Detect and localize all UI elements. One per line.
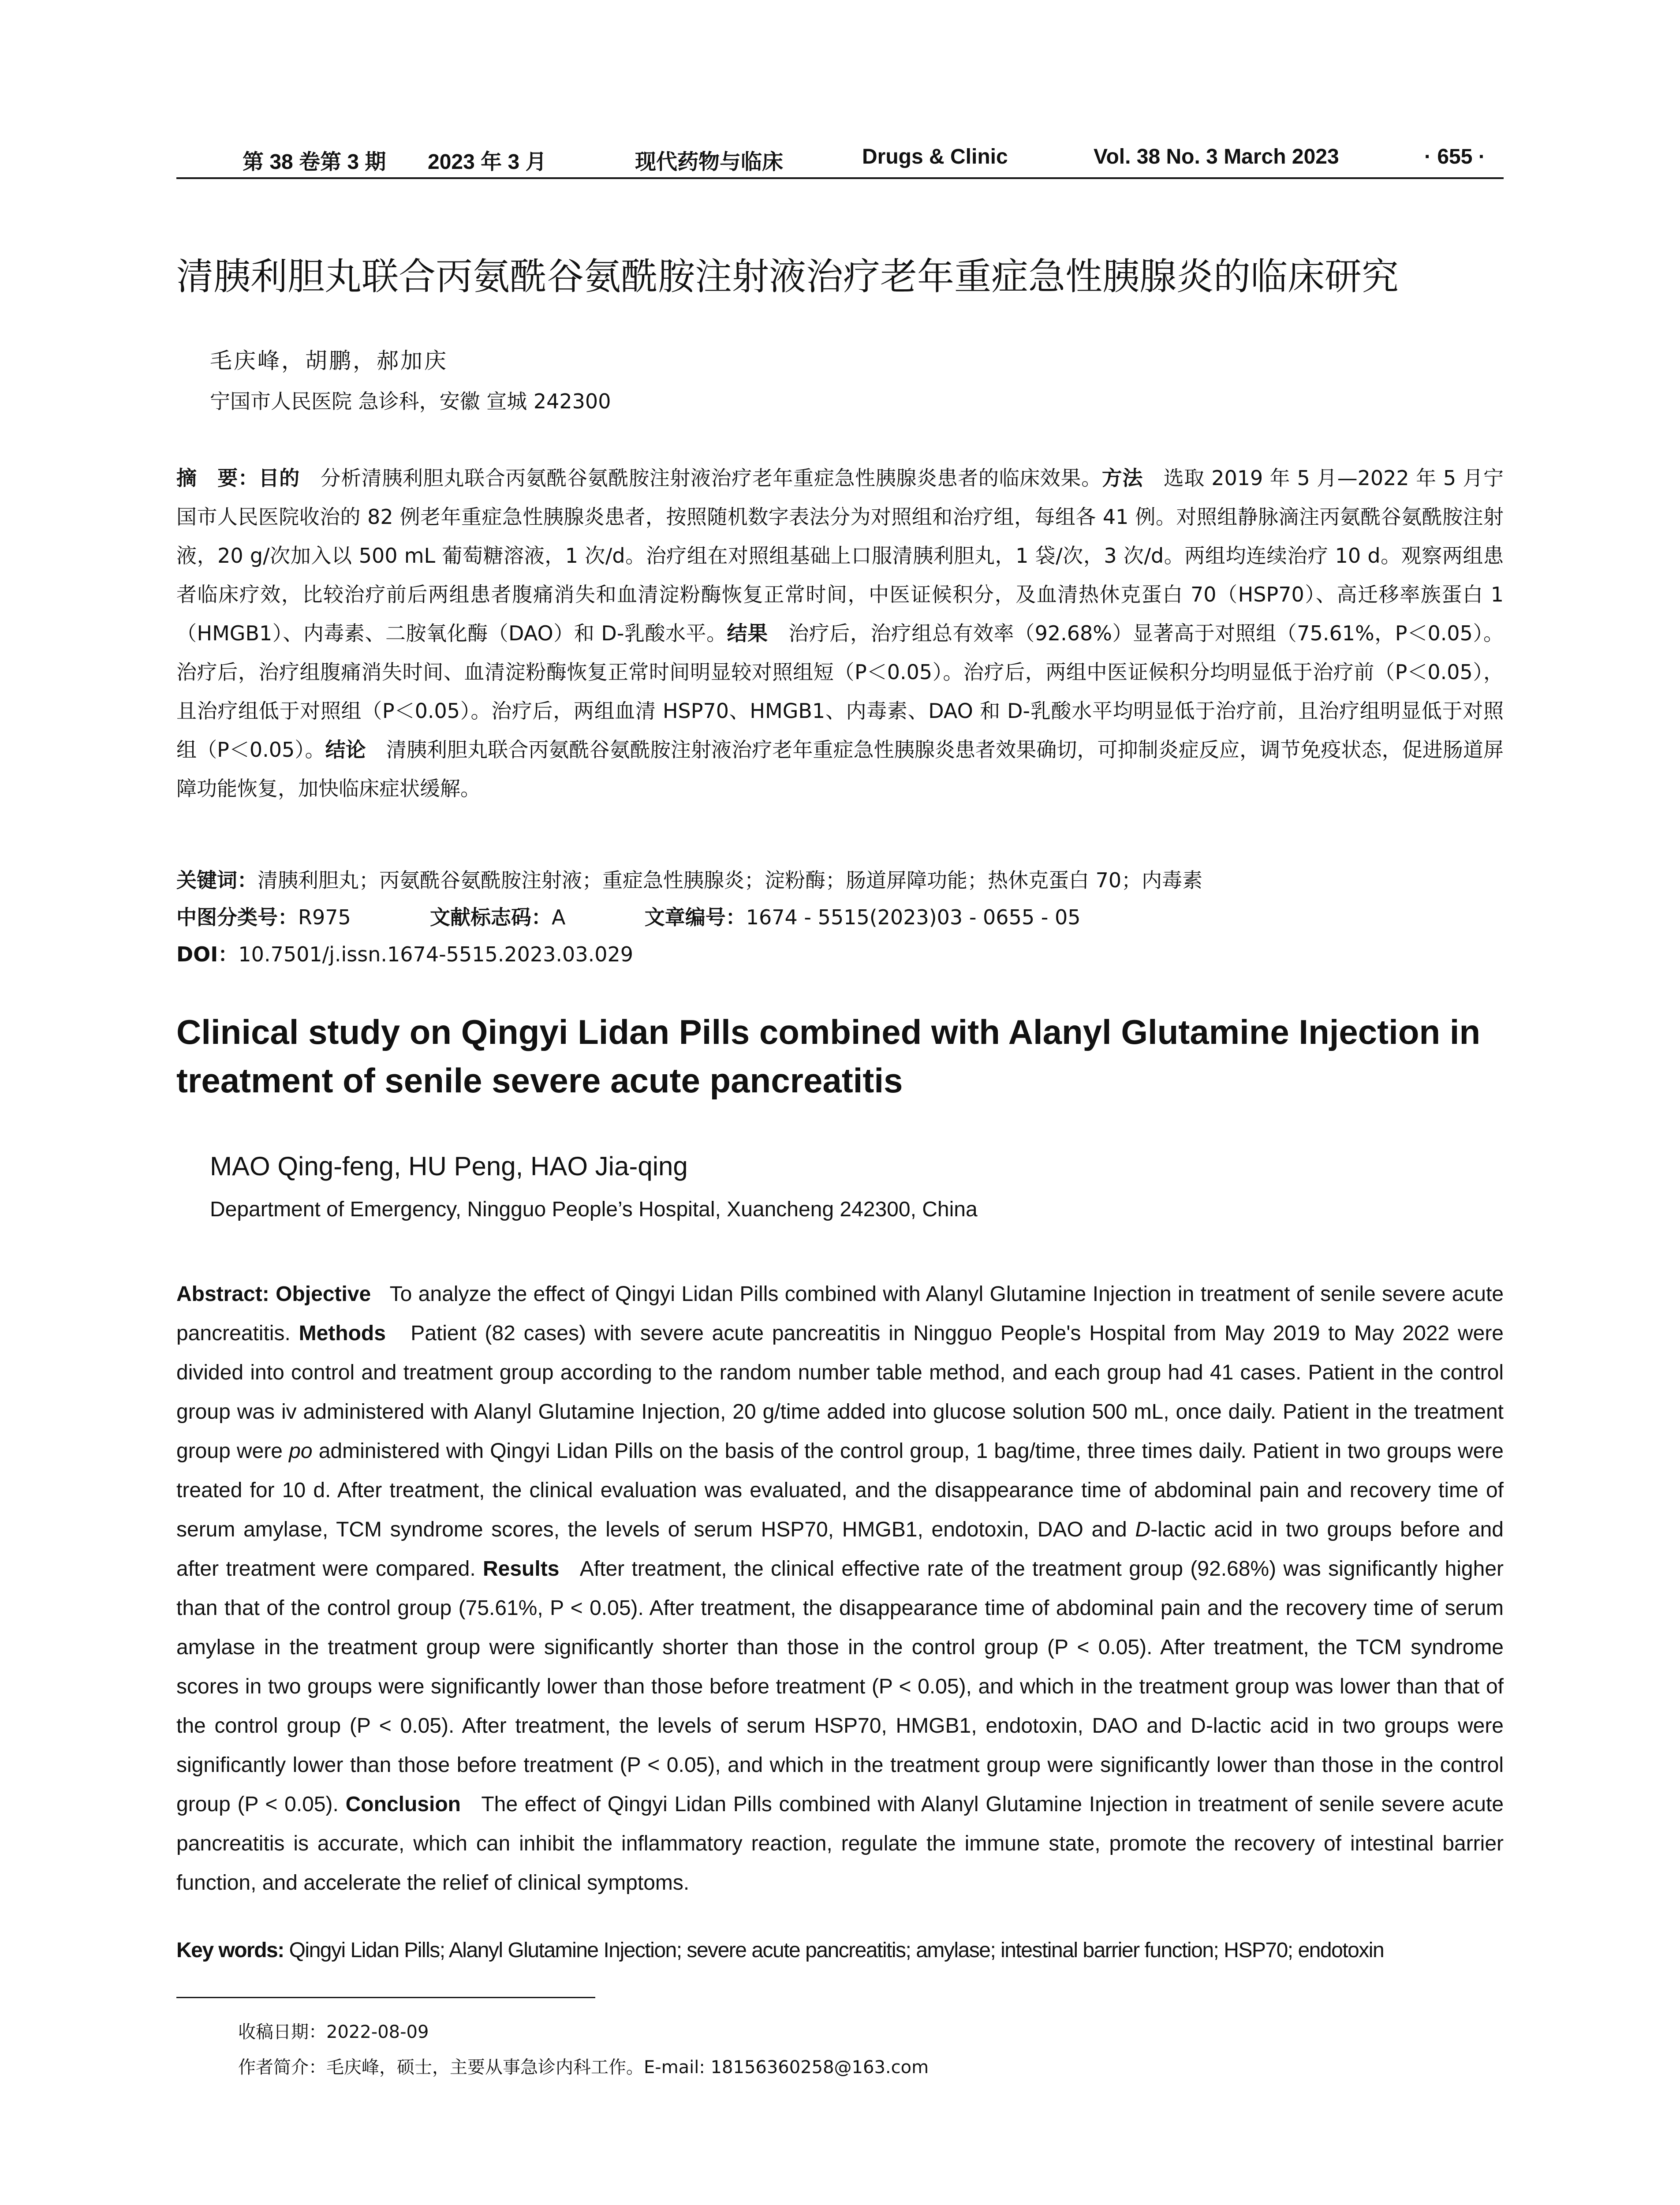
en-methods-d: D	[1135, 1518, 1151, 1541]
en-abstract-label: Abstract:	[176, 1282, 269, 1306]
cn-abstract	[176, 459, 1504, 808]
footnote-rule	[176, 1997, 595, 1998]
en-title: Clinical study on Qingyi Lidan Pills combined with Alanyl Glutamine Injection in treatment of senile severe acute pancreatitis	[176, 1013, 1481, 1100]
cn-clc: R975	[298, 905, 351, 929]
cn-abstract-label: 摘 要：	[176, 466, 259, 490]
footnote-author-bio: 作者简介：毛庆峰，硕士，主要从事急诊内科工作。E-mail: 18156360258@163.com	[238, 2057, 929, 2078]
en-abstract	[176, 1274, 1504, 1902]
cn-results: 治疗后，治疗组总有效率（92.68%）显著高于对照组（75.61%，P＜0.05）。治疗后，治疗组腹痛消失时间、血清淀粉酶恢复正常时间明显较对照组短（P＜0.05）。治疗后，两组中医证候积分均明显低于治疗前（P＜0.05），且治疗组低于对照组（P＜0.05）。治疗后，两组血清 HSP70、HMGB1、内毒素、DAO 和 D-乳酸水平均明显低于治疗前，且治疗组明显低于对照组（P＜0.05）。	[176, 621, 1504, 762]
footnote-received: 收稿日期：2022-08-09	[238, 2022, 429, 2042]
en-methods-1: Patient (82 cases) with severe acute pancreatitis in Ningguo People's Hospital from May 2019 to May 2022 were divided into control and treatment group according to the random number table method, and each group had 41 cases. Patient in the control group was iv administered with Alanyl Glutamine Injection, 20 g/time added into glucose solution 500 mL, once daily. Patient in the treatment group were	[176, 1322, 1504, 1463]
cn-authors: 毛庆峰，胡鹏，郝加庆	[210, 348, 448, 374]
running-header	[176, 140, 1504, 177]
cn-methods: 选取 2019 年 5 月—2022 年 5 月宁国市人民医院收治的 82 例老年重症急性胰腺炎患者，按照随机数字表法分为对照组和治疗组，每组各 41 例。对照组静脉滴注丙氨酰谷氨酰胺注射液，20 g/次加入以 500 mL 葡萄糖溶液，1 次/d。治疗组在对照组基础上口服清胰利胆丸，1 袋/次，3 次/d。两组均连续治疗 10 d。观察两组患者临床疗效，比较治疗前后两组患者腹痛消失和血清淀粉酶恢复正常时间，中医证候积分，及血清热休克蛋白 70（HSP70）、高迁移率族蛋白 1（HMGB1）、内毒素、二胺氧化酶（DAO）和 D-乳酸水平。	[176, 466, 1504, 645]
header-date: 2023 年 3 月	[428, 150, 547, 174]
en-keywords-text: Qingyi Lidan Pills; Alanyl Glutamine Injection; severe acute pancreatitis; amylase; intestinal barrier function; HSP70; endotoxin	[289, 1939, 1384, 1962]
cn-doccode-label: 文献标志码：	[430, 905, 552, 929]
cn-title: 清胰利胆丸联合丙氨酰谷氨酰胺注射液治疗老年重症急性胰腺炎的临床研究	[176, 255, 1399, 298]
header-volume: Vol. 38 No. 3 March 2023	[1094, 145, 1339, 168]
en-authors: MAO Qing-feng, HU Peng, HAO Jia-qing	[210, 1151, 688, 1181]
en-objective: To analyze the effect of Qingyi Lidan Pills combined with Alanyl Glutamine Injection in treatment of senile severe acute pancreatitis.	[176, 1282, 1504, 1345]
cn-conclusion-label: 结论	[325, 738, 366, 762]
cn-affiliation: 宁国市人民医院 急诊科，安徽 宣城 242300	[210, 389, 611, 413]
cn-methods-label: 方法	[1101, 466, 1143, 490]
cn-clc-label: 中图分类号：	[176, 905, 298, 929]
cn-doi-text: 10.7501/j.issn.1674-5515.2023.03.029	[238, 942, 634, 966]
header-journal-en: Drugs & Clinic	[862, 145, 1008, 168]
en-conclusion-label: Conclusion	[345, 1793, 461, 1816]
cn-objective-label: 目的	[258, 466, 300, 490]
en-results-label: Results	[483, 1557, 560, 1581]
cn-article-no-label: 文章编号：	[644, 905, 746, 929]
en-methods-2: administered with Qingyi Lidan Pills on the basis of the control group, 1 bag/time, three times daily. Patient in two groups were treated for 10 d. After treatment, the clinical evaluation was evaluated, and the disappearance time of abdominal pain and recovery time of serum amylase, TCM syndrome scores, the levels of serum HSP70, HMGB1, endotoxin, DAO and	[176, 1439, 1504, 1541]
en-results: After treatment, the clinical effective rate of the treatment group (92.68%) was significantly higher than that of the control group (75.61%, P < 0.05). After treatment, the disappearance time of abdominal pain and the recovery time of serum amylase in the treatment group were significantly shorter than those in the control group (P < 0.05). After treatment, the TCM syndrome scores in two groups were significantly lower than those before treatment (P < 0.05), and which in the treatment group was lower than that of the control group (P < 0.05). After treatment, the levels of serum HSP70, HMGB1, endotoxin, DAO and D-lactic acid in two groups were significantly lower than those before treatment (P < 0.05), and which in the treatment group were significantly lower than those in the control group (P < 0.05).	[176, 1557, 1504, 1816]
cn-keywords-label: 关键词：	[176, 868, 258, 892]
header-page-number: · 655 ·	[1424, 145, 1486, 168]
cn-results-label: 结果	[727, 621, 768, 645]
cn-doi	[176, 938, 633, 968]
cn-conclusion: 清胰利胆丸联合丙氨酰谷氨酰胺注射液治疗老年重症急性胰腺炎患者效果确切，可抑制炎症反应，调节免疫状态，促进肠道屏障功能恢复，加快临床症状缓解。	[176, 738, 1504, 800]
en-conclusion: The effect of Qingyi Lidan Pills combined with Alanyl Glutamine Injection in treatment of senile severe acute pancreatitis is accurate, which can inhibit the inflammatory reaction, regulate the immune state, promote the recovery of intestinal barrier function, and accelerate the relief of clinical symptoms.	[176, 1793, 1504, 1895]
cn-article-no: 1674 - 5515(2023)03 - 0655 - 05	[746, 905, 1081, 929]
en-keywords-label: Key words:	[176, 1939, 284, 1962]
en-affiliation: Department of Emergency, Ningguo People’s Hospital, Xuancheng 242300, China	[210, 1198, 978, 1221]
en-methods-po: po	[289, 1439, 313, 1463]
cn-classification-row	[176, 901, 1081, 931]
cn-keywords	[176, 864, 1202, 893]
en-objective-label: Objective	[276, 1282, 371, 1306]
en-methods-label: Methods	[299, 1322, 386, 1345]
en-methods-3: -lactic acid in two groups before and after treatment were compared.	[176, 1518, 1504, 1581]
header-rule	[176, 177, 1504, 179]
header-journal-cn: 现代药物与临床	[635, 149, 784, 174]
cn-keywords-text: 清胰利胆丸；丙氨酰谷氨酰胺注射液；重症急性胰腺炎；淀粉酶；肠道屏障功能；热休克蛋白 70；内毒素	[258, 868, 1203, 892]
en-keywords	[176, 1938, 1504, 1962]
cn-doccode: A	[552, 905, 566, 929]
cn-objective: 分析清胰利胆丸联合丙氨酰谷氨酰胺注射液治疗老年重症急性胰腺炎患者的临床效果。	[320, 466, 1102, 490]
cn-doi-label: DOI：	[176, 942, 239, 966]
header-issue: 第 38 卷第 3 期	[243, 150, 386, 174]
